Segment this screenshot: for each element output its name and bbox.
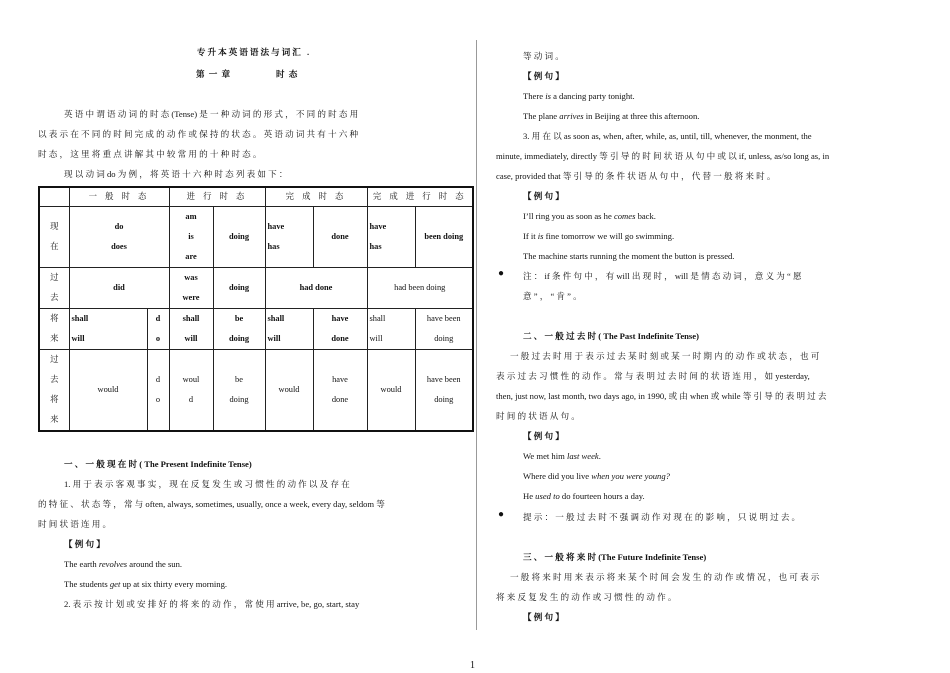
table-corner-cell bbox=[39, 187, 69, 207]
row-label: 过 去 将 来 bbox=[39, 350, 69, 432]
section-title: 二 、 一 般 过 去 时 ( The Past Indefinite Tense) bbox=[523, 331, 699, 341]
cell: have has bbox=[367, 207, 415, 268]
cell: shall will bbox=[169, 309, 213, 350]
example-sentence: If it is fine tomorrow we will go swimming. bbox=[523, 231, 675, 241]
cell: done bbox=[313, 207, 367, 268]
body-line: 时 间 状 语 连 用 。 bbox=[38, 519, 112, 529]
cell: am is are bbox=[169, 207, 213, 268]
cell: do does bbox=[69, 207, 169, 268]
cell: d o bbox=[147, 350, 169, 432]
cell: been doing bbox=[415, 207, 473, 268]
header-perfect-progressive: 完 成 进 行 时 态 bbox=[367, 187, 473, 207]
bullet-icon: ● bbox=[498, 268, 505, 279]
table-header-row bbox=[39, 187, 473, 207]
cell: had been doing bbox=[367, 268, 473, 309]
intro-line: 英 语 中 谓 语 动 词 的 时 态 (Tense) 是 一 种 动 词 的 形 式 ， 不 同 的 时 态 用 bbox=[64, 109, 359, 119]
row-label: 将 来 bbox=[39, 309, 69, 350]
page-number: 1 bbox=[470, 660, 475, 671]
section-title: 三 、 一 般 将 来 时 (The Future Indefinite Tense) bbox=[523, 552, 707, 562]
cell: would bbox=[265, 350, 313, 432]
body-line: 一 般 将 来 时 用 来 表 示 将 来 某 个 时 间 会 发 生 的 动 作 或 情 况 ， 也 可 表 示 bbox=[510, 572, 820, 582]
intro-line: 时 态 ， 这 里 将 重 点 讲 解 其 中 较 常 用 的 十 种 时 态 。 bbox=[38, 149, 262, 159]
example-sentence: I’ll ring you as soon as he comes back. bbox=[523, 211, 656, 221]
cell: doing bbox=[213, 207, 265, 268]
header-perfect: 完 成 时 态 bbox=[265, 187, 367, 207]
table-row-present bbox=[39, 207, 473, 268]
example-sentence: The plane arrives in Beijing at three this afternoon. bbox=[523, 111, 700, 121]
row-label: 现 在 bbox=[39, 207, 69, 268]
cell: would bbox=[367, 350, 415, 432]
cell: have done bbox=[313, 309, 367, 350]
example-sentence: The students get up at six thirty every morning. bbox=[64, 579, 228, 589]
bullet-icon: ● bbox=[498, 509, 505, 520]
body-line: 表 示 过 去 习 惯 性 的 动 作 。 常 与 表 明 过 去 时 间 的 状 语 连 用 ， 如 yesterday, bbox=[496, 371, 810, 381]
body-line: 一 般 过 去 时 用 于 表 示 过 去 某 时 刻 或 某 一 时 期 内 的 动 作 或 状 态 ， 也 可 bbox=[510, 351, 820, 361]
cell: shall will bbox=[265, 309, 313, 350]
chapter-title: 时 态 bbox=[276, 69, 299, 79]
tense-table bbox=[38, 186, 474, 432]
example-label: 【 例 句 】 bbox=[523, 71, 564, 81]
cell: be doing bbox=[213, 309, 265, 350]
chapter-number: 第 一 章 bbox=[196, 69, 232, 79]
cell: shall will bbox=[367, 309, 415, 350]
example-sentence: The machine starts running the moment the button is pressed. bbox=[523, 251, 735, 261]
cell: would bbox=[69, 350, 147, 432]
table-row-future bbox=[39, 309, 473, 350]
body-line: minute, immediately, directly 等 引 导 的 时 间 状 语 从 句 中 或 以 if, unless, as/so long as, in bbox=[496, 151, 830, 161]
intro-line: 现 以 动 词 do 为 例 ， 将 英 语 十 六 种 时 态 列 表 如 下 ： bbox=[64, 169, 288, 179]
cell: shall will bbox=[69, 309, 147, 350]
row-label: 过 去 bbox=[39, 268, 69, 309]
example-sentence: He used to do fourteen hours a day. bbox=[523, 491, 645, 501]
body-line: case, provided that 等 引 导 的 条 件 状 语 从 句 中 ， 代 替 一 般 将 来 时 。 bbox=[496, 171, 776, 181]
document-title: 专升本英语语法与词汇 . bbox=[196, 47, 312, 57]
intro-line: 以 表 示 在 不 同 的 时 间 完 成 的 动 作 或 保 持 的 状 态 。 英 语 动 词 共 有 十 六 种 bbox=[38, 129, 359, 139]
example-sentence: Where did you live when you were young? bbox=[523, 471, 670, 481]
header-simple: 一 般 时 态 bbox=[69, 187, 169, 207]
example-label: 【 例 句 】 bbox=[523, 612, 564, 622]
body-line: 将 来 反 复 发 生 的 动 作 或 习 惯 性 的 动 作 。 bbox=[496, 592, 677, 602]
body-line: 等 动 词 。 bbox=[523, 51, 564, 61]
example-label: 【 例 句 】 bbox=[523, 191, 564, 201]
cell: had done bbox=[265, 268, 367, 309]
cell: woul d bbox=[169, 350, 213, 432]
example-sentence: We met him last week. bbox=[523, 451, 601, 461]
cell: was were bbox=[169, 268, 213, 309]
cell: have done bbox=[313, 350, 367, 432]
section-title: 一 、 一 般 现 在 时 ( The Present Indefinite Tense) bbox=[64, 459, 252, 469]
body-line: 1. 用 于 表 示 客 观 事 实 ， 现 在 反 复 发 生 或 习 惯 性 的 动 作 以 及 存 在 bbox=[64, 479, 350, 489]
body-line: 时 间 的 状 语 从 句 。 bbox=[496, 411, 580, 421]
cell: have been doing bbox=[415, 309, 473, 350]
table-row-future-in-past bbox=[39, 350, 473, 432]
cell: have has bbox=[265, 207, 313, 268]
table-row-past bbox=[39, 268, 473, 309]
note-line: 意 ” ， “ 肯 ” 。 bbox=[523, 291, 582, 301]
cell: be doing bbox=[213, 350, 265, 432]
example-label: 【 例 句 】 bbox=[523, 431, 564, 441]
body-line: 2. 表 示 按 计 划 或 安 排 好 的 将 来 的 动 作 ， 常 使 用 arrive, be, go, start, stay bbox=[64, 599, 360, 609]
cell: have been doing bbox=[415, 350, 473, 432]
body-line: then, just now, last month, two days ago, in 1990, 或 由 when 或 while 等 引 导 的 表 明 过 去 bbox=[496, 391, 827, 401]
column-divider bbox=[476, 40, 477, 630]
cell: did bbox=[69, 268, 169, 309]
tip-line: 提 示 ： 一 般 过 去 时 不 强 调 动 作 对 现 在 的 影 响 ， 只 说 明 过 去 。 bbox=[523, 512, 801, 522]
body-line: 3. 用 在 以 as soon as, when, after, while, as, until, till, whenever, the monment, the bbox=[523, 131, 812, 141]
cell: doing bbox=[213, 268, 265, 309]
note-line: 注 ： if 条 件 句 中 ， 有 will 出 现 时 ， will 是 情 态 动 词 ， 意 义 为 “ 愿 bbox=[523, 271, 802, 281]
cell: d o bbox=[147, 309, 169, 350]
example-label: 【 例 句 】 bbox=[64, 539, 105, 549]
header-progressive: 进 行 时 态 bbox=[169, 187, 265, 207]
example-sentence: The earth revolves around the sun. bbox=[64, 559, 183, 569]
example-sentence: There is a dancing party tonight. bbox=[523, 91, 635, 101]
body-line: 的 特 征 、 状 态 等 ， 常 与 often, always, sometimes, usually, once a week, every day, seldom 等 bbox=[38, 499, 385, 509]
